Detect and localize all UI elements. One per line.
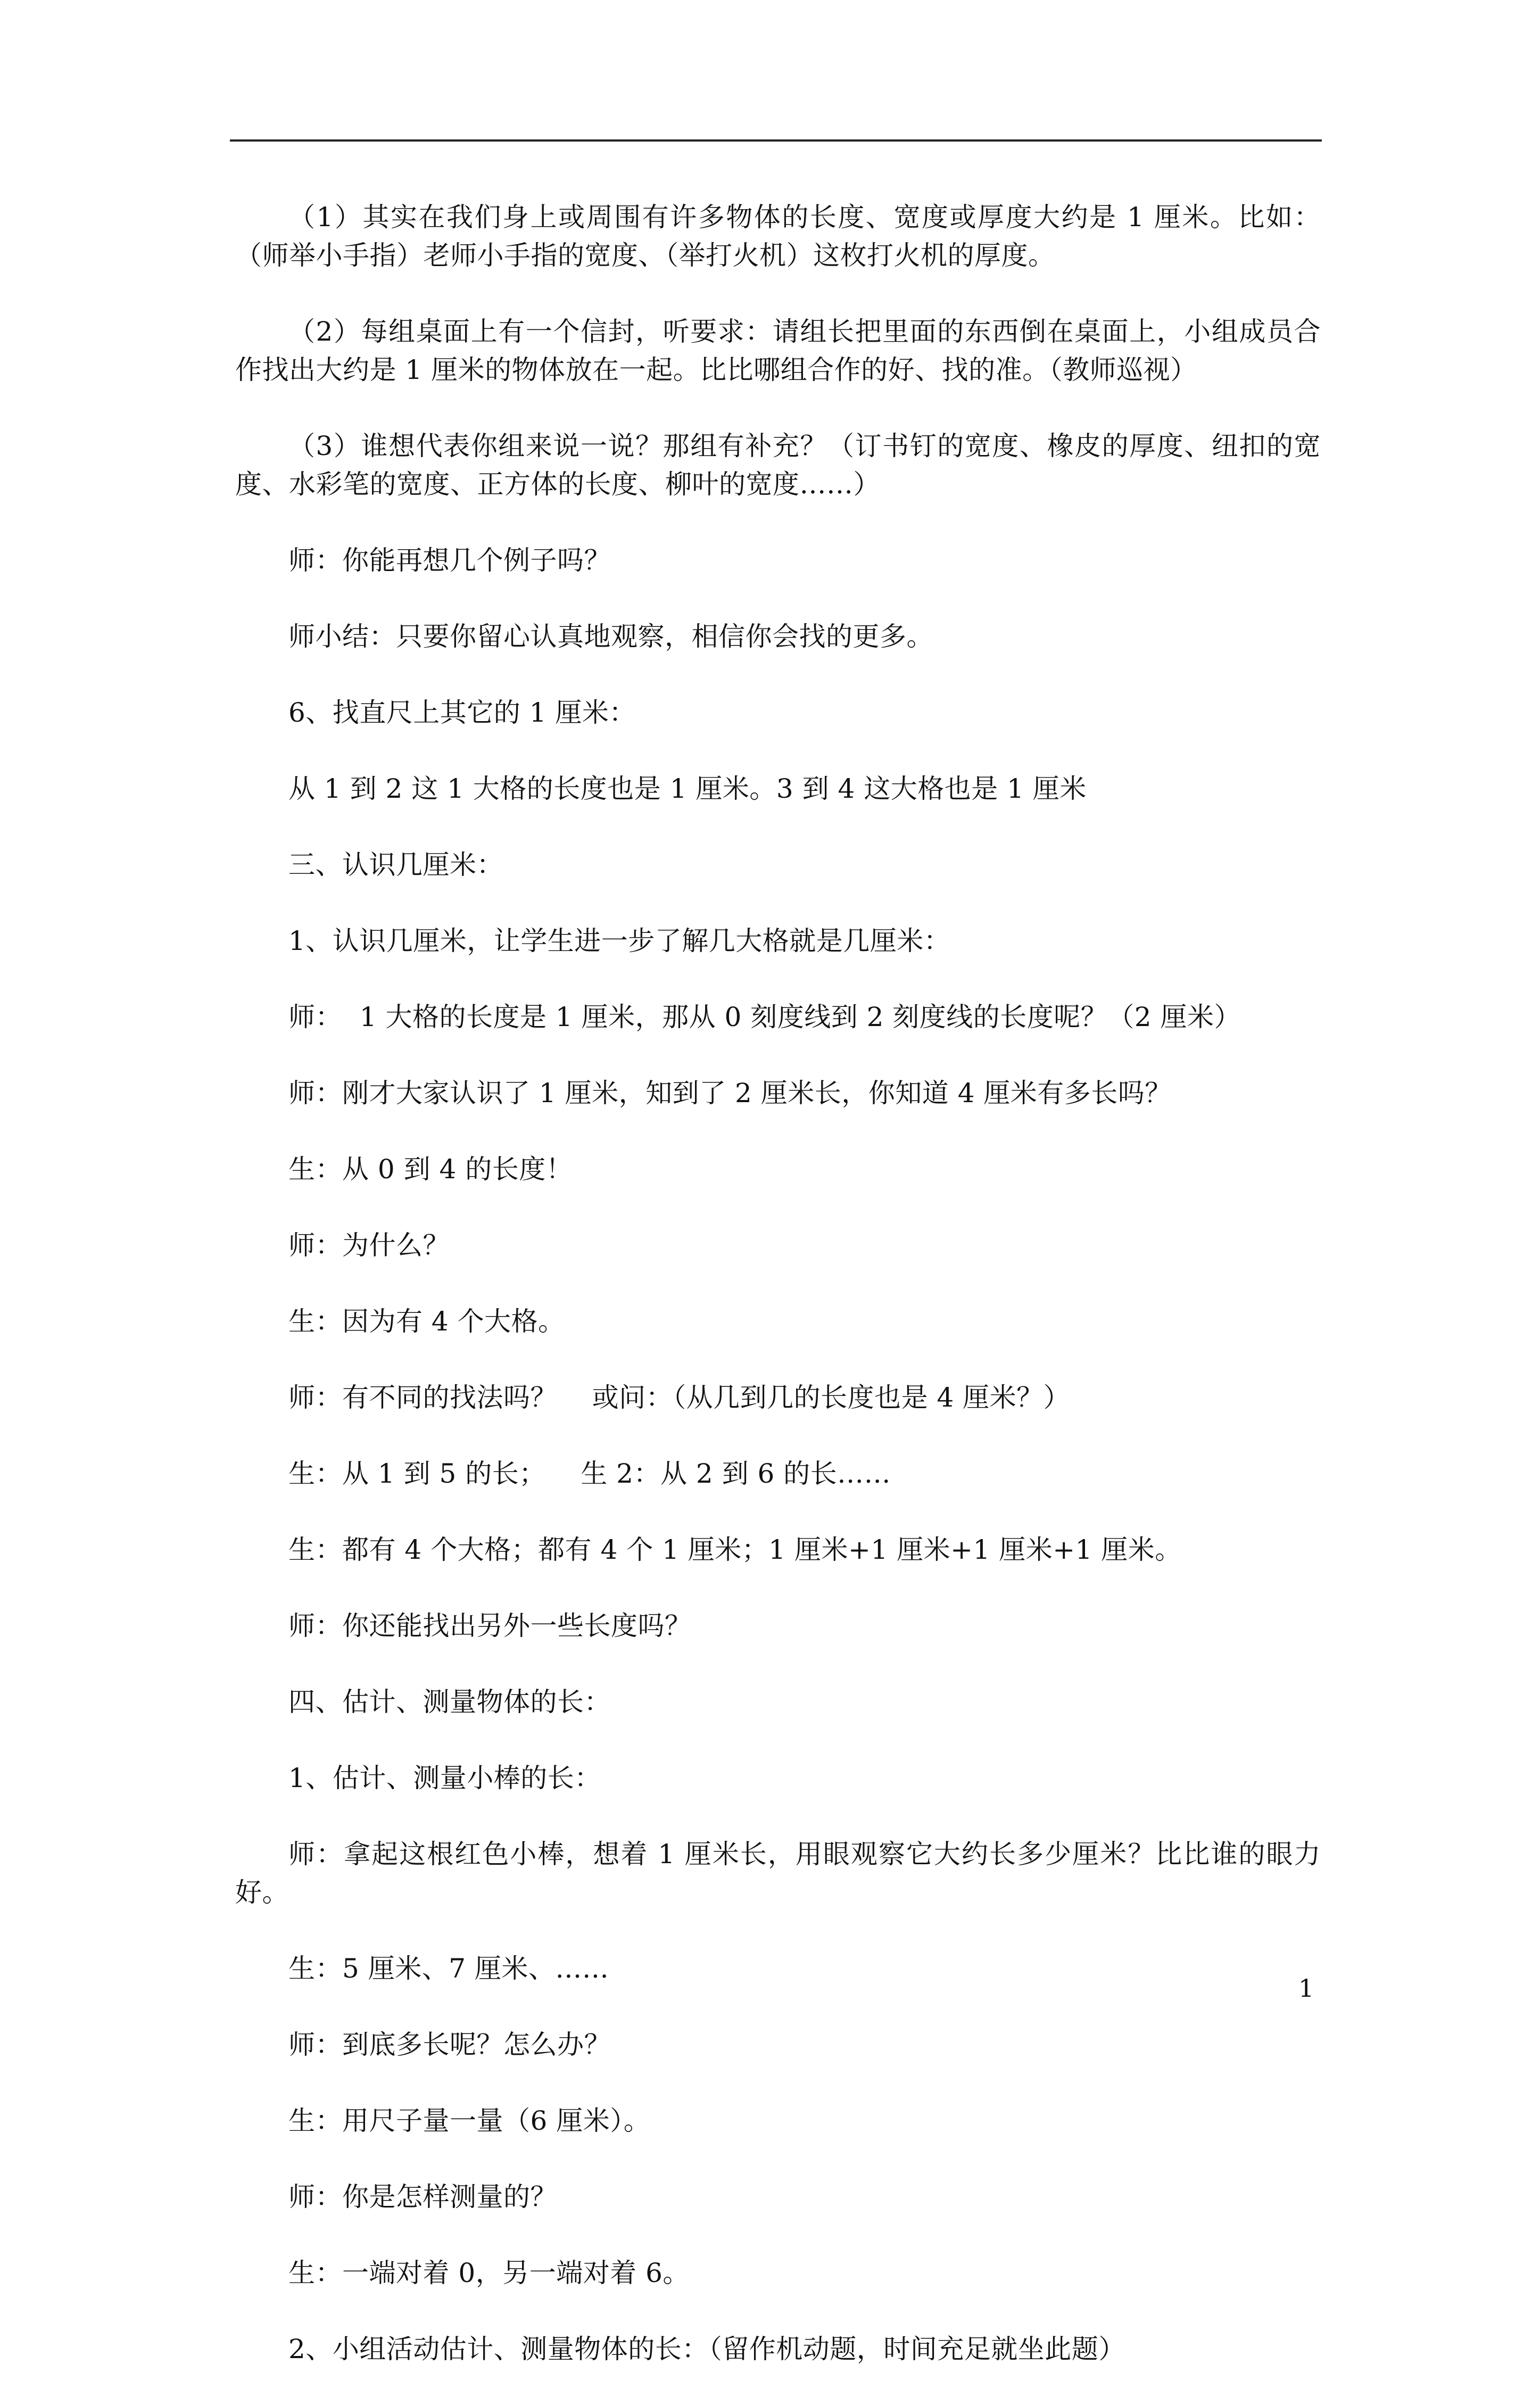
section-heading: 四、估计、测量物体的长： — [288, 1686, 611, 1717]
document-body — [235, 198, 1321, 2406]
paragraph: 1、认识几厘米，让学生进一步了解几大格就是几厘米： — [288, 925, 951, 956]
paragraph: 生：都有 4 个大格；都有 4 个 1 厘米；1 厘米+1 厘米+1 厘米+1 厘米。 — [288, 1534, 1182, 1565]
paragraph: 师：到底多长呢？怎么办？ — [288, 2029, 611, 2060]
section-heading: 三、认识几厘米： — [288, 849, 503, 880]
paragraph: 生：一端对着 0，另一端对着 6。 — [288, 2258, 690, 2288]
paragraph: 6、找直尺上其它的 1 厘米： — [288, 697, 636, 728]
paragraph: 师：刚才大家认识了 1 厘米，知到了 2 厘米长，你知道 4 厘米有多长吗？ — [288, 1078, 1172, 1109]
paragraph: 2、小组活动估计、测量物体的长：（留作机动题，时间充足就坐此题） — [288, 2334, 1125, 2364]
paragraph: 1、估计、测量小棒的长： — [288, 1763, 601, 1793]
paragraph: 从 1 到 2 这 1 大格的长度也是 1 厘米。3 到 4 这大格也是 1 厘米 — [288, 773, 1087, 804]
paragraph: （1）其实在我们身上或周围有许多物体的长度、宽度或厚度大约是 1 厘米。比如：（师举小手指）老师小手指的宽度、（举打火机）这枚打火机的厚度。 — [235, 202, 1321, 271]
paragraph: 生：从 0 到 4 的长度！ — [288, 1154, 573, 1185]
header-rule — [230, 139, 1322, 142]
paragraph: 师：有不同的找法吗？ 或问：（从几到几的长度也是 4 厘米？） — [288, 1382, 1071, 1413]
paragraph: 生：因为有 4 个大格。 — [288, 1306, 565, 1337]
paragraph: 师：你还能找出另外一些长度吗？ — [288, 1610, 692, 1641]
page-number: 1 — [1298, 1974, 1314, 2003]
paragraph: 师： 1 大格的长度是 1 厘米，那从 0 刻度线到 2 刻度线的长度呢？（2 厘米） — [288, 1002, 1241, 1032]
paragraph: 师：拿起这根红色小棒，想着 1 厘米长，用眼观察它大约长多少厘米？比比谁的眼力好。 — [235, 1839, 1321, 1908]
paragraph: 生：5 厘米、7 厘米、…… — [288, 1953, 609, 1984]
paragraph: （3）谁想代表你组来说一说？那组有补充？（订书钉的宽度、橡皮的厚度、纽扣的宽度、水彩笔的宽度、正方体的长度、柳叶的宽度……） — [235, 431, 1321, 500]
paragraph: 师小结：只要你留心认真地观察，相信你会找的更多。 — [288, 621, 933, 652]
paragraph: 师：你是怎样测量的？ — [288, 2181, 557, 2212]
paragraph: 师：为什么？ — [288, 1230, 450, 1261]
paragraph: （2）每组桌面上有一个信封，听要求：请组长把里面的东西倒在桌面上，小组成员合作找出大约是 1 厘米的物体放在一起。比比哪组合作的好、找的准。（教师巡视） — [235, 316, 1321, 385]
paragraph: 师：你能再想几个例子吗？ — [288, 545, 611, 576]
paragraph: 生：从 1 到 5 的长； 生 2：从 2 到 6 的长…… — [288, 1458, 891, 1489]
paragraph: 生：用尺子量一量（6 厘米）。 — [288, 2105, 651, 2136]
